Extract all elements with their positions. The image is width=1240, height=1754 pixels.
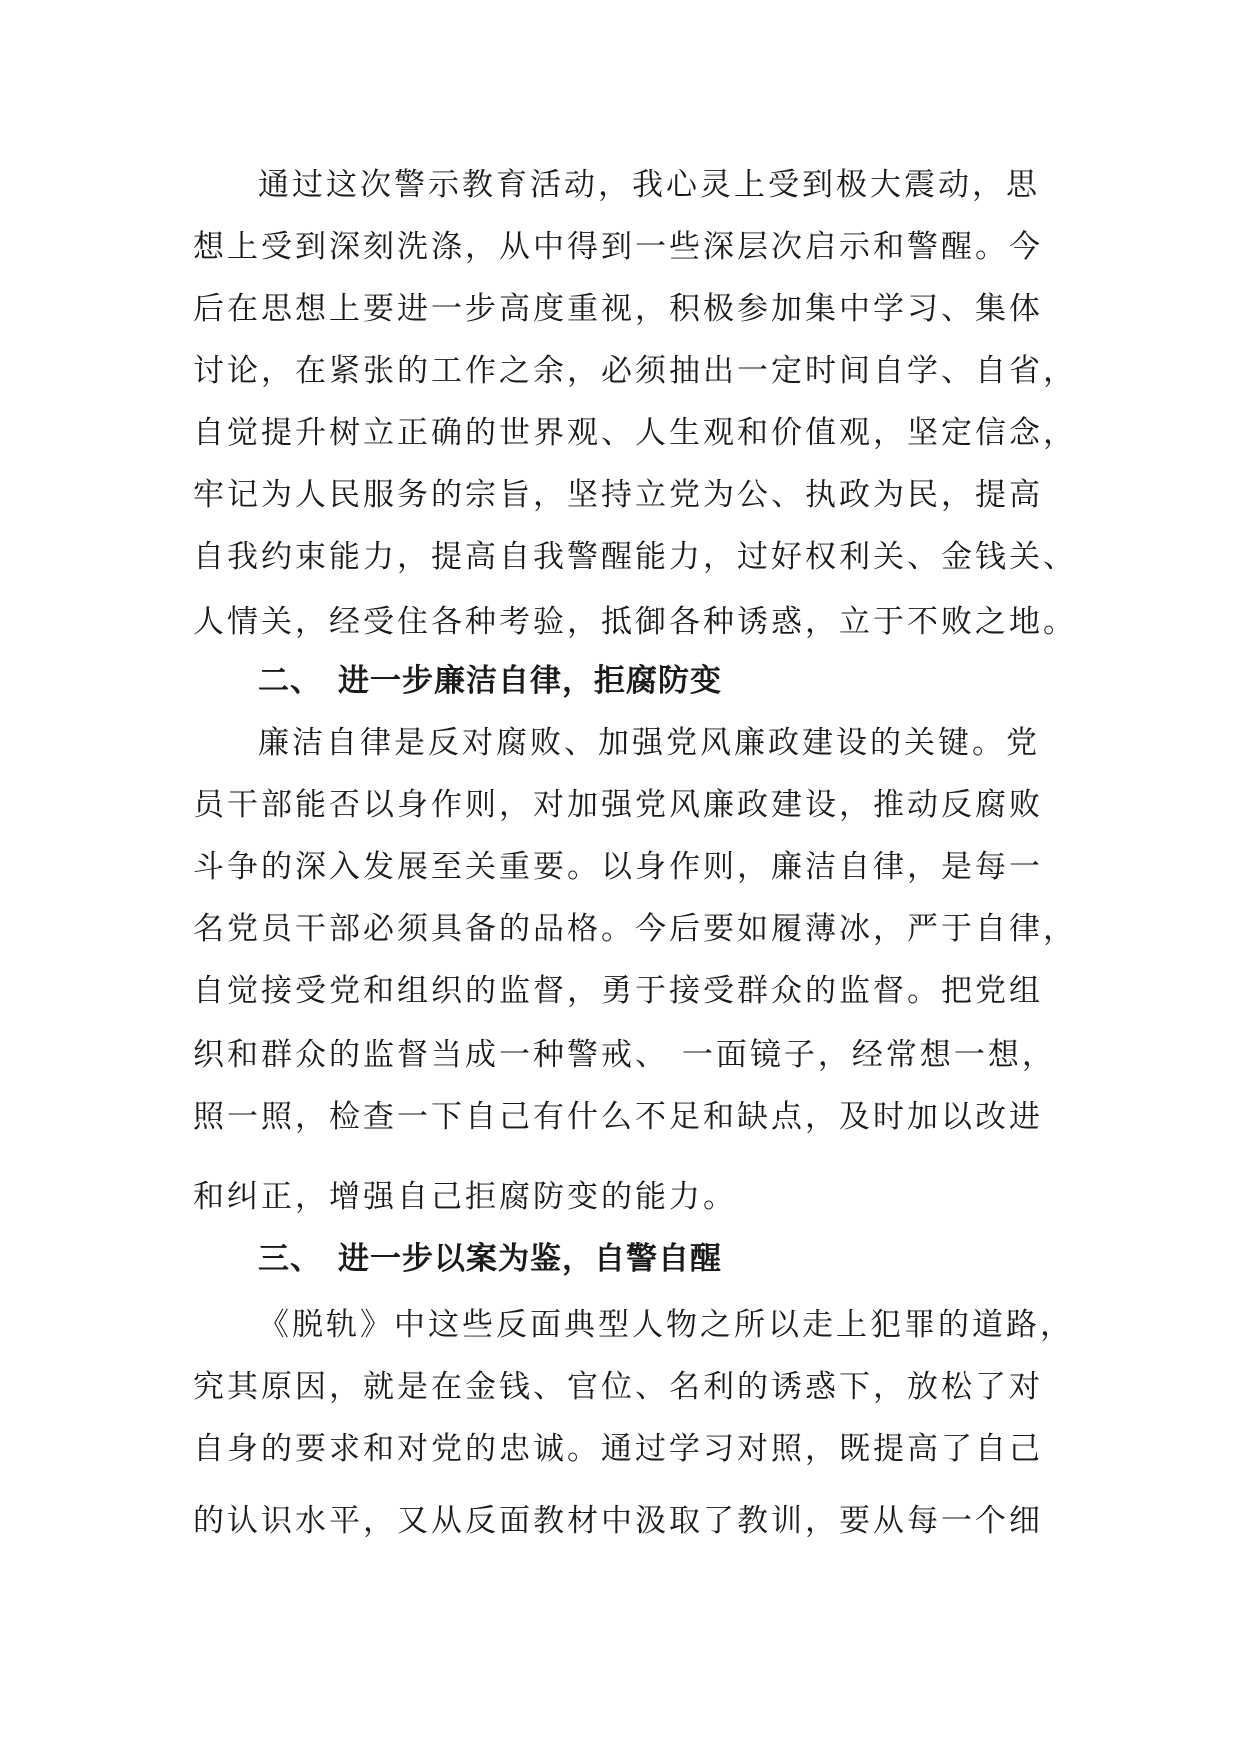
paragraph-3-line: 自身的要求和对党的忠诚。通过学习对照，既提高了自己 <box>193 1431 1043 1467</box>
paragraph-2-line: 照一照，检查一下自己有什么不足和缺点，及时加以改进 <box>193 1099 1043 1135</box>
paragraph-2-line: 名党员干部必须具备的品格。今后要如履薄冰，严于自律， <box>193 911 1077 947</box>
section-number: 二、 <box>258 663 322 699</box>
section-title: 进一步廉洁自律，拒腐防变 <box>338 663 722 699</box>
paragraph-1-line: 想上受到深刻洗涤，从中得到一些深层次启示和警醒。今 <box>193 229 1043 265</box>
paragraph-1-line: 后在思想上要进一步高度重视，积极参加集中学习、集体 <box>193 291 1043 327</box>
paragraph-1-line: 自我约束能力，提高自我警醒能力，过好权利关、金钱关、 <box>193 539 1077 575</box>
paragraph-2-line: 自觉接受党和组织的监督，勇于接受群众的监督。把党组 <box>193 973 1043 1009</box>
paragraph-2-line: 织和群众的监督当成一种警戒、 一面镜子，经常想一想， <box>193 1037 1056 1073</box>
paragraph-2-line: 员干部能否以身作则，对加强党风廉政建设，推动反腐败 <box>193 787 1043 823</box>
section-heading-3 <box>258 1241 722 1277</box>
paragraph-1-line: 牢记为人民服务的宗旨，坚持立党为公、执政为民，提高 <box>193 477 1043 513</box>
paragraph-3-line: 的认识水平，又从反面教材中汲取了教训，要从每一个细 <box>193 1503 1043 1539</box>
paragraph-1-line: 人情关，经受住各种考验，抵御各种诱惑，立于不败之地。 <box>193 604 1077 640</box>
paragraph-3-line: 《脱轨》中这些反面典型人物之所以走上犯罪的道路， <box>258 1307 1074 1343</box>
paragraph-2-line: 斗争的深入发展至关重要。以身作则，廉洁自律，是每一 <box>193 849 1043 885</box>
paragraph-3-line: 究其原因，就是在金钱、官位、名利的诱惑下，放松了对 <box>193 1369 1043 1405</box>
section-number: 三、 <box>258 1241 322 1277</box>
paragraph-2-line: 廉洁自律是反对腐败、加强党风廉政建设的关键。党 <box>258 725 1040 761</box>
paragraph-1-line: 自觉提升树立正确的世界观、人生观和价值观，坚定信念， <box>193 415 1077 451</box>
paragraph-1-line: 通过这次警示教育活动，我心灵上受到极大震动，思 <box>258 167 1040 203</box>
paragraph-2-line: 和纠正，增强自己拒腐防变的能力。 <box>193 1179 737 1215</box>
paragraph-1-line: 讨论，在紧张的工作之余，必须抽出一定时间自学、自省， <box>193 353 1077 389</box>
section-title: 进一步以案为鉴，自警自醒 <box>338 1241 722 1277</box>
section-heading-2 <box>258 663 722 699</box>
